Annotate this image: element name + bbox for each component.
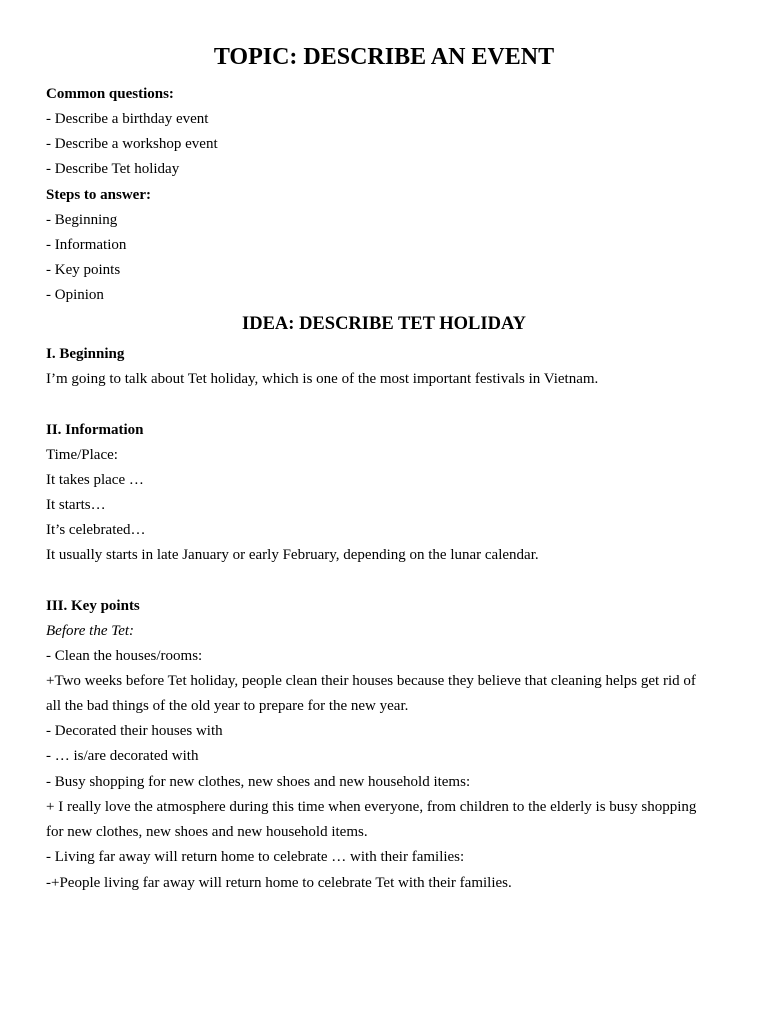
key-point-line: + I really love the atmosphere during this time when everyone, from children to the elderly is busy shopping (46, 799, 697, 815)
key-point-line: - … is/are decorated with (46, 748, 199, 764)
beginning-text: I’m going to talk about Tet holiday, which is one of the most important festivals in Vietnam. (46, 371, 599, 387)
page-title: TOPIC: DESCRIBE AN EVENT (213, 44, 555, 70)
key-point-line: - Clean the houses/rooms: (46, 648, 203, 664)
question-item: - Describe a workshop event (46, 136, 218, 152)
key-points-subheading: Before the Tet: (46, 623, 135, 639)
information-line: It starts… (46, 497, 106, 513)
idea-title: IDEA: DESCRIBE TET HOLIDAY (242, 314, 526, 334)
question-item: - Describe a birthday event (46, 111, 209, 127)
question-item: - Describe Tet holiday (46, 161, 180, 177)
step-item: - Beginning (46, 212, 118, 228)
beginning-heading: I. Beginning (46, 346, 125, 362)
information-line: It usually starts in late January or early February, depending on the lunar calendar. (46, 547, 539, 563)
key-point-line: -+People living far away will return home to celebrate Tet with their families. (46, 875, 512, 891)
common-questions-heading: Common questions: (46, 86, 174, 102)
information-line: It takes place … (46, 472, 144, 488)
information-heading: II. Information (46, 422, 144, 438)
step-item: - Opinion (46, 287, 104, 303)
key-point-line: all the bad things of the old year to prepare for the new year. (46, 698, 409, 714)
key-point-line: for new clothes, new shoes and new household items. (46, 824, 368, 840)
key-point-line: +Two weeks before Tet holiday, people clean their houses because they believe that cleaning helps get rid of (46, 673, 696, 689)
key-point-line: - Living far away will return home to celebrate … with their families: (46, 849, 465, 865)
key-point-line: - Busy shopping for new clothes, new shoes and new household items: (46, 774, 471, 790)
information-line: Time/Place: (46, 447, 118, 463)
key-points-heading: III. Key points (46, 598, 140, 614)
information-line: It’s celebrated… (46, 522, 146, 538)
step-item: - Key points (46, 262, 121, 278)
step-item: - Information (46, 237, 127, 253)
steps-heading: Steps to answer: (46, 187, 151, 203)
key-point-line: - Decorated their houses with (46, 723, 223, 739)
